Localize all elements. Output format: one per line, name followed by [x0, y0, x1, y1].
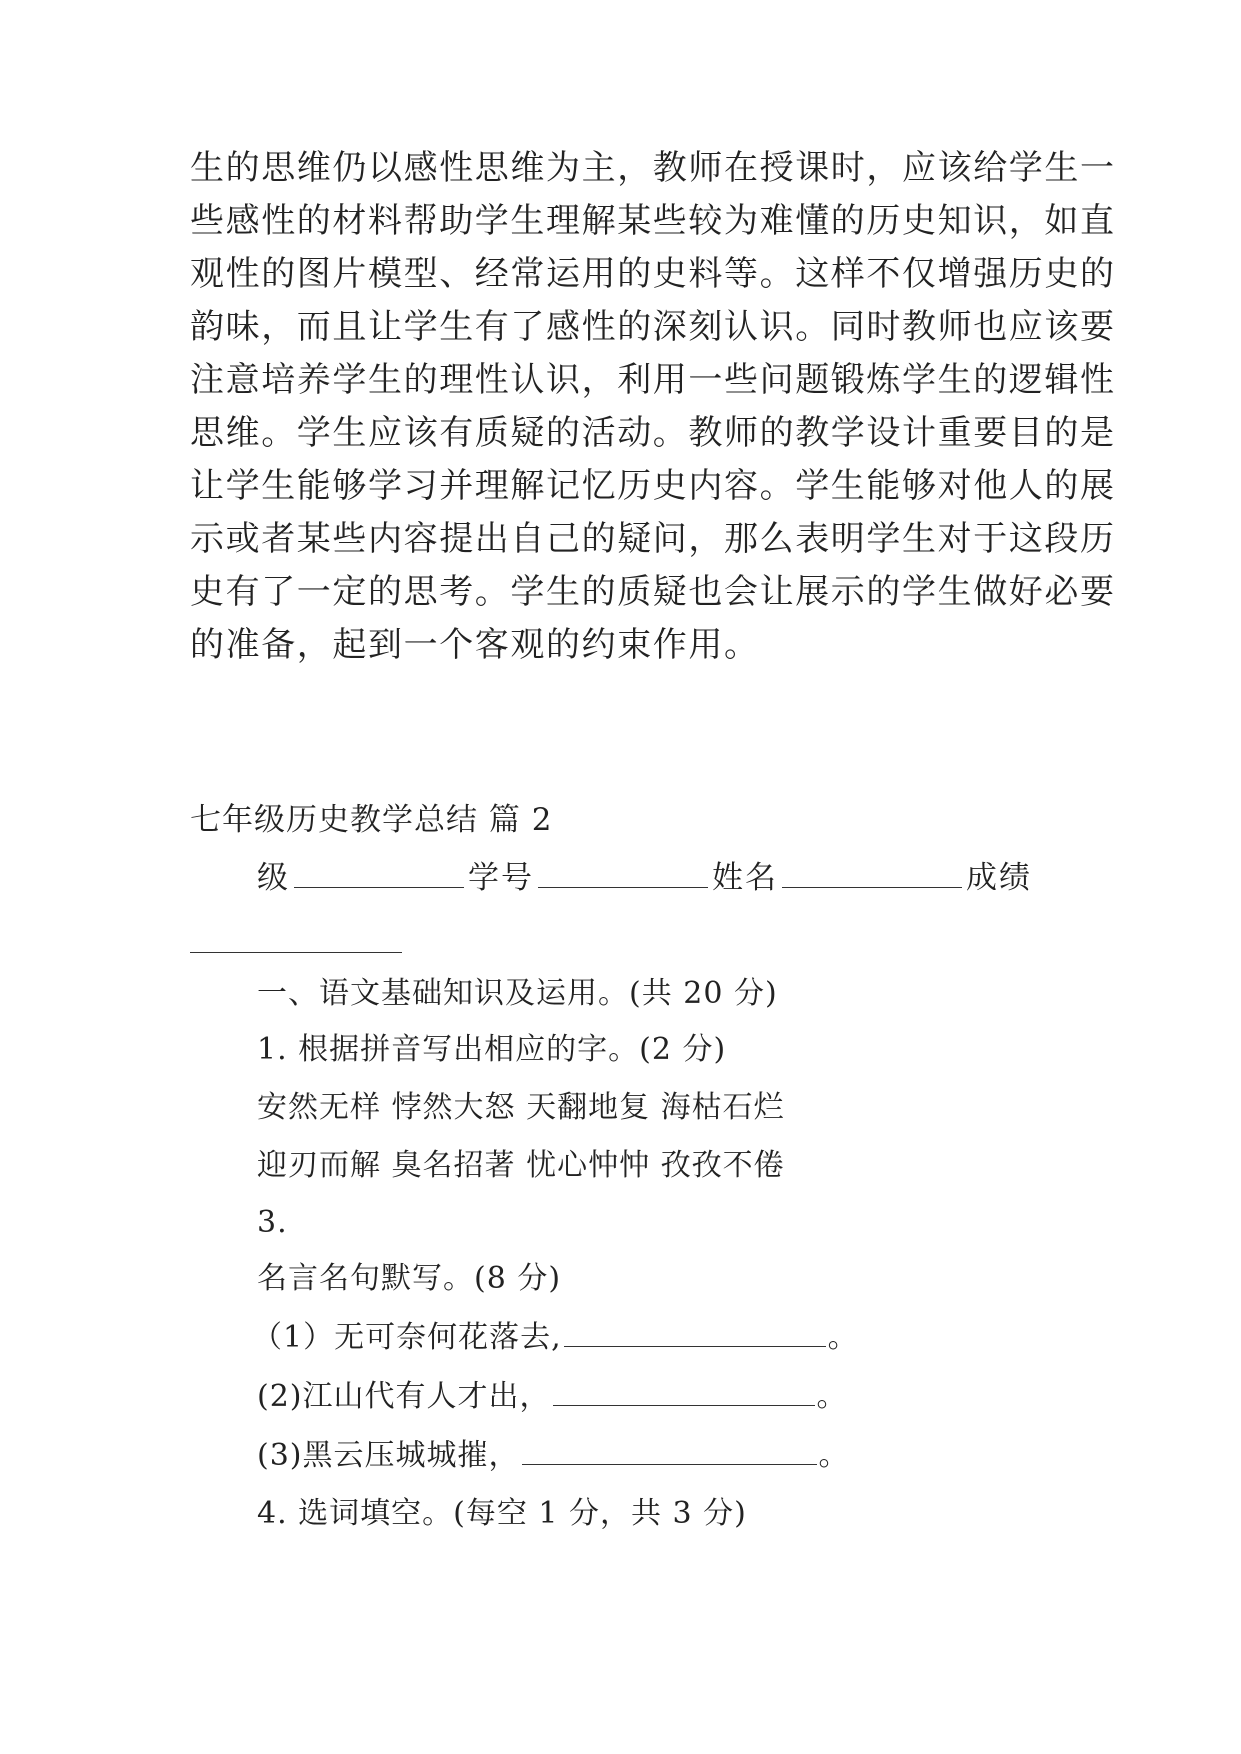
item-1-end: 。 — [827, 1320, 859, 1355]
part1-heading: 一、语文基础知识及运用。(共 20 分) — [257, 976, 778, 1011]
question-3-item-1 — [252, 1318, 859, 1358]
name-label: 姓名 — [712, 860, 778, 896]
question-3-item-2 — [257, 1377, 848, 1417]
paragraph-line: 些感性的材料帮助学生理解某些较为难懂的历史知识，如直 — [190, 201, 1116, 241]
name-blank[interactable] — [782, 859, 962, 888]
paragraph-line: 韵味，而且让学生有了感性的深刻认识。同时教师也应该要 — [190, 307, 1116, 347]
question-1-row-2: 迎刃而解 臭名招著 忧心忡忡 孜孜不倦 — [257, 1148, 785, 1183]
class-label: 级 — [257, 860, 290, 896]
student-info-line — [257, 858, 1047, 898]
paragraph-line: 的准备，起到一个客观的约束作用。 — [190, 625, 760, 665]
paragraph-line: 观性的图片模型、经常运用的史料等。这样不仅增强历史的 — [190, 254, 1116, 294]
item-2-end: 。 — [816, 1379, 848, 1414]
question-1-row-1: 安然无样 悖然大怒 天翻地复 海枯石烂 — [257, 1090, 785, 1125]
paragraph-line: 示或者某些内容提出自己的疑问，那么表明学生对于这段历 — [190, 519, 1116, 559]
item-2-blank[interactable] — [553, 1379, 815, 1406]
paragraph-line: 注意培养学生的理性认识，利用一些问题锻炼学生的逻辑性 — [190, 360, 1116, 400]
student-id-blank[interactable] — [538, 859, 708, 888]
item-1-text: （1）无可奈何花落去, — [252, 1320, 562, 1355]
question-4-prompt: 4. 选词填空。(每空 1 分，共 3 分) — [257, 1496, 747, 1531]
score-label: 成绩 — [966, 860, 1032, 896]
paragraph-line: 生的思维仍以感性思维为主，教师在授课时，应该给学生一 — [190, 148, 1116, 188]
paragraph-line: 史有了一定的思考。学生的质疑也会让展示的学生做好必要 — [190, 572, 1116, 612]
item-2-text: (2)江山代有人才出， — [257, 1379, 551, 1414]
question-1-prompt: 1. 根据拼音写出相应的字。(2 分) — [257, 1032, 727, 1067]
item-3-end: 。 — [818, 1438, 850, 1473]
item-3-blank[interactable] — [522, 1438, 817, 1465]
item-3-text: (3)黑云压城城摧， — [257, 1438, 520, 1473]
section-title: 七年级历史教学总结 篇 2 — [190, 802, 553, 838]
class-blank[interactable] — [294, 859, 464, 888]
question-3-number: 3. — [257, 1205, 288, 1240]
question-3-prompt: 名言名句默写。(8 分) — [257, 1261, 562, 1296]
student-id-label: 学号 — [468, 860, 534, 896]
score-blank[interactable] — [190, 952, 402, 953]
question-3-item-3 — [257, 1436, 850, 1476]
paragraph-line: 让学生能够学习并理解记忆历史内容。学生能够对他人的展 — [190, 466, 1116, 506]
item-1-blank[interactable] — [564, 1320, 826, 1347]
paragraph-line: 思维。学生应该有质疑的活动。教师的教学设计重要目的是 — [190, 413, 1116, 453]
